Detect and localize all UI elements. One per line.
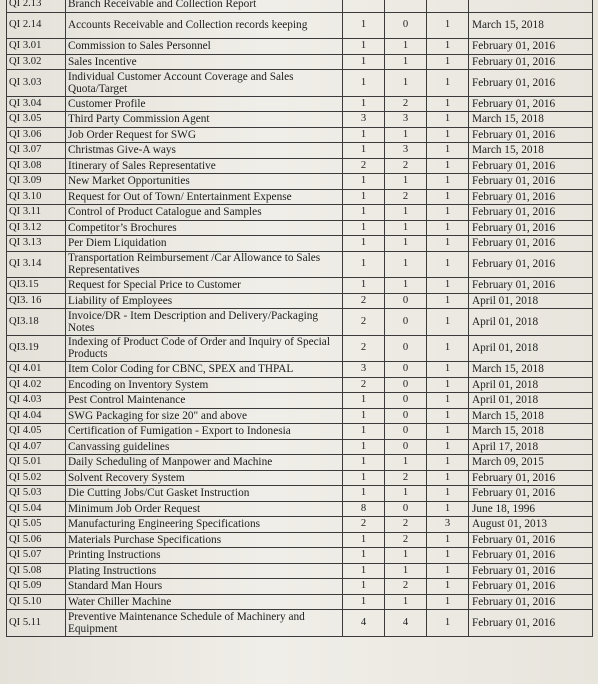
count-column-1: 1 (343, 143, 385, 159)
count-column-1: 1 (343, 563, 385, 579)
count-column-3: 1 (427, 251, 469, 278)
count-column-1: 1 (343, 189, 385, 205)
count-column-2: 2 (385, 189, 427, 205)
count-column-2: 1 (385, 563, 427, 579)
table-row (7, 309, 593, 336)
count-column-3: 1 (427, 54, 469, 70)
procedures-table-body (7, 0, 593, 636)
procedure-code: QI 3.11 (7, 205, 66, 221)
count-column-2: 1 (385, 278, 427, 294)
effective-date: March 15, 2018 (469, 143, 593, 159)
procedure-code: QI 3.13 (7, 236, 66, 252)
procedure-code: QI 3.04 (7, 96, 66, 112)
count-column-2: 0 (385, 439, 427, 455)
table-row (7, 424, 593, 440)
effective-date (469, 0, 593, 12)
count-column-2: 0 (385, 293, 427, 309)
procedure-title: Christmas Give-A ways (66, 143, 343, 159)
effective-date: February 01, 2016 (469, 189, 593, 205)
procedure-title: Request for Out of Town/ Entertainment Expense (66, 189, 343, 205)
effective-date: April 01, 2018 (469, 309, 593, 336)
procedure-code: QI 2.13 (7, 0, 66, 12)
count-column-1: 1 (343, 236, 385, 252)
count-column-2: 0 (385, 309, 427, 336)
effective-date: February 01, 2016 (469, 174, 593, 190)
count-column-2: 3 (385, 143, 427, 159)
table-row (7, 470, 593, 486)
effective-date: February 01, 2016 (469, 563, 593, 579)
procedure-title: Standard Man Hours (66, 579, 343, 595)
count-column-2: 1 (385, 594, 427, 610)
count-column-1: 2 (343, 309, 385, 336)
procedure-code: QI 3.03 (7, 70, 66, 97)
effective-date: February 01, 2016 (469, 470, 593, 486)
procedure-code: QI 5.02 (7, 470, 66, 486)
procedure-code: QI 5.07 (7, 548, 66, 564)
effective-date: February 01, 2016 (469, 39, 593, 55)
count-column-3: 1 (427, 610, 469, 637)
procedure-title: Commission to Sales Personnel (66, 39, 343, 55)
count-column-1: 1 (343, 174, 385, 190)
procedure-code: QI 3.05 (7, 112, 66, 128)
table-row (7, 205, 593, 221)
count-column-1: 2 (343, 517, 385, 533)
table-row (7, 517, 593, 533)
count-column-3: 1 (427, 143, 469, 159)
procedure-title: Plating Instructions (66, 563, 343, 579)
effective-date: February 01, 2016 (469, 532, 593, 548)
count-column-2: 2 (385, 158, 427, 174)
count-column-2: 1 (385, 205, 427, 221)
procedure-code: QI 3.09 (7, 174, 66, 190)
table-row (7, 12, 593, 39)
count-column-3: 1 (427, 70, 469, 97)
count-column-3: 1 (427, 189, 469, 205)
procedure-title: Materials Purchase Specifications (66, 532, 343, 548)
procedure-title: Die Cutting Jobs/Cut Gasket Instruction (66, 486, 343, 502)
count-column-3: 1 (427, 563, 469, 579)
effective-date: February 01, 2016 (469, 220, 593, 236)
procedure-code: QI3.18 (7, 309, 66, 336)
table-row (7, 39, 593, 55)
procedure-title: Certification of Fumigation - Export to Indonesia (66, 424, 343, 440)
count-column-1: 1 (343, 548, 385, 564)
procedure-title: Daily Scheduling of Manpower and Machine (66, 455, 343, 471)
table-row (7, 127, 593, 143)
procedure-code: QI 3.06 (7, 127, 66, 143)
count-column-2: 1 (385, 127, 427, 143)
count-column-2: 4 (385, 610, 427, 637)
count-column-3: 1 (427, 236, 469, 252)
procedure-title: Per Diem Liquidation (66, 236, 343, 252)
count-column-1: 2 (343, 335, 385, 362)
procedure-title: Indexing of Product Code of Order and Inquiry of Special Products (66, 335, 343, 362)
procedure-code: QI 3.07 (7, 143, 66, 159)
table-row (7, 579, 593, 595)
table-row (7, 548, 593, 564)
procedure-code: QI 3.02 (7, 54, 66, 70)
count-column-1: 1 (343, 532, 385, 548)
procedure-code: QI 4.04 (7, 408, 66, 424)
count-column-3: 1 (427, 532, 469, 548)
table-row (7, 563, 593, 579)
count-column-2: 0 (385, 362, 427, 378)
count-column-2: 0 (385, 377, 427, 393)
procedure-title: Branch Receivable and Collection Report (66, 0, 343, 12)
procedure-title: Third Party Commission Agent (66, 112, 343, 128)
effective-date: February 01, 2016 (469, 486, 593, 502)
count-column-3: 1 (427, 408, 469, 424)
count-column-1: 1 (343, 470, 385, 486)
effective-date: April 01, 2018 (469, 293, 593, 309)
count-column-3: 1 (427, 39, 469, 55)
table-row (7, 96, 593, 112)
procedure-code: QI 3.01 (7, 39, 66, 55)
count-column-3: 1 (427, 501, 469, 517)
procedure-code: QI 2.14 (7, 12, 66, 39)
count-column-2: 1 (385, 39, 427, 55)
count-column-2: 1 (385, 70, 427, 97)
procedure-code: QI 3.10 (7, 189, 66, 205)
procedure-title: Sales Incentive (66, 54, 343, 70)
procedure-title: New Market Opportunities (66, 174, 343, 190)
count-column-3: 1 (427, 594, 469, 610)
effective-date: February 01, 2016 (469, 278, 593, 294)
count-column-3: 1 (427, 220, 469, 236)
count-column-3: 1 (427, 127, 469, 143)
table-row (7, 594, 593, 610)
table-row (7, 408, 593, 424)
table-row (7, 143, 593, 159)
count-column-1: 1 (343, 54, 385, 70)
count-column-2: 1 (385, 486, 427, 502)
effective-date: February 01, 2016 (469, 96, 593, 112)
count-column-3: 1 (427, 158, 469, 174)
procedure-title: Competitor’s Brochures (66, 220, 343, 236)
procedure-code: QI 5.03 (7, 486, 66, 502)
effective-date: March 09, 2015 (469, 455, 593, 471)
table-row (7, 486, 593, 502)
effective-date: February 01, 2016 (469, 579, 593, 595)
procedure-code: QI 3.12 (7, 220, 66, 236)
table-row (7, 251, 593, 278)
procedure-title: Item Color Coding for CBNC, SPEX and THPAL (66, 362, 343, 378)
count-column-1: 8 (343, 501, 385, 517)
count-column-1: 1 (343, 393, 385, 409)
table-row (7, 377, 593, 393)
count-column-3: 1 (427, 174, 469, 190)
count-column-1: 1 (343, 579, 385, 595)
procedure-title: Encoding on Inventory System (66, 377, 343, 393)
count-column-3: 1 (427, 335, 469, 362)
count-column-1: 4 (343, 610, 385, 637)
count-column-3: 1 (427, 205, 469, 221)
table-row (7, 455, 593, 471)
procedure-code: QI 3.08 (7, 158, 66, 174)
procedure-code: QI3.19 (7, 335, 66, 362)
count-column-2: 1 (385, 548, 427, 564)
effective-date: June 18, 1996 (469, 501, 593, 517)
count-column-1: 1 (343, 205, 385, 221)
count-column-3: 1 (427, 12, 469, 39)
count-column-2: 1 (385, 54, 427, 70)
effective-date: February 01, 2016 (469, 251, 593, 278)
count-column-1 (343, 0, 385, 12)
effective-date: April 01, 2018 (469, 335, 593, 362)
procedure-code: QI 5.04 (7, 501, 66, 517)
count-column-1: 1 (343, 408, 385, 424)
count-column-3: 1 (427, 579, 469, 595)
count-column-2: 2 (385, 579, 427, 595)
table-row (7, 174, 593, 190)
count-column-2: 1 (385, 236, 427, 252)
count-column-1: 3 (343, 362, 385, 378)
table-row (7, 278, 593, 294)
table-row (7, 393, 593, 409)
count-column-3: 3 (427, 517, 469, 533)
procedure-title: Preventive Maintenance Schedule of Machinery and Equipment (66, 610, 343, 637)
count-column-3: 1 (427, 486, 469, 502)
procedure-title: Pest Control Maintenance (66, 393, 343, 409)
count-column-2: 0 (385, 408, 427, 424)
procedure-title: Individual Customer Account Coverage and Sales Quota/Target (66, 70, 343, 97)
table-row (7, 236, 593, 252)
table-row (7, 158, 593, 174)
count-column-1: 2 (343, 377, 385, 393)
count-column-3: 1 (427, 439, 469, 455)
table-row (7, 220, 593, 236)
count-column-2: 3 (385, 112, 427, 128)
effective-date: April 01, 2018 (469, 393, 593, 409)
count-column-3: 1 (427, 278, 469, 294)
count-column-2: 2 (385, 532, 427, 548)
effective-date: February 01, 2016 (469, 610, 593, 637)
count-column-2: 1 (385, 251, 427, 278)
procedure-code: QI 4.07 (7, 439, 66, 455)
procedure-title: Liability of Employees (66, 293, 343, 309)
count-column-2: 0 (385, 424, 427, 440)
table-row (7, 189, 593, 205)
procedure-code: QI 5.05 (7, 517, 66, 533)
count-column-3: 1 (427, 455, 469, 471)
procedure-title: Solvent Recovery System (66, 470, 343, 486)
procedure-code: QI 5.10 (7, 594, 66, 610)
count-column-2 (385, 0, 427, 12)
table-row (7, 439, 593, 455)
count-column-3: 1 (427, 309, 469, 336)
count-column-1: 2 (343, 293, 385, 309)
table-row (7, 532, 593, 548)
procedure-title: Accounts Receivable and Collection records keeping (66, 12, 343, 39)
count-column-3: 1 (427, 293, 469, 309)
procedure-code: QI 4.05 (7, 424, 66, 440)
table-row (7, 610, 593, 637)
procedure-title: Request for Special Price to Customer (66, 278, 343, 294)
effective-date: August 01, 2013 (469, 517, 593, 533)
table-row (7, 293, 593, 309)
procedure-title: Invoice/DR - Item Description and Delivery/Packaging Notes (66, 309, 343, 336)
effective-date: March 15, 2018 (469, 362, 593, 378)
procedure-title: Control of Product Catalogue and Samples (66, 205, 343, 221)
count-column-2: 0 (385, 393, 427, 409)
procedure-title: Itinerary of Sales Representative (66, 158, 343, 174)
procedure-code: QI 4.03 (7, 393, 66, 409)
table-row (7, 0, 593, 12)
table-row (7, 54, 593, 70)
procedure-title: Customer Profile (66, 96, 343, 112)
count-column-3: 1 (427, 424, 469, 440)
count-column-3: 1 (427, 393, 469, 409)
procedure-title: Water Chiller Machine (66, 594, 343, 610)
procedure-code: QI 4.01 (7, 362, 66, 378)
procedure-code: QI 3.14 (7, 251, 66, 278)
effective-date: March 15, 2018 (469, 12, 593, 39)
count-column-2: 1 (385, 174, 427, 190)
count-column-2: 0 (385, 335, 427, 362)
procedure-title: Manufacturing Engineering Specifications (66, 517, 343, 533)
effective-date: February 01, 2016 (469, 548, 593, 564)
effective-date: March 15, 2018 (469, 424, 593, 440)
effective-date: February 01, 2016 (469, 54, 593, 70)
table-row (7, 112, 593, 128)
procedure-code: QI 5.08 (7, 563, 66, 579)
count-column-3: 1 (427, 548, 469, 564)
count-column-3 (427, 0, 469, 12)
count-column-1: 1 (343, 39, 385, 55)
count-column-1: 1 (343, 439, 385, 455)
count-column-2: 2 (385, 517, 427, 533)
count-column-3: 1 (427, 362, 469, 378)
count-column-2: 2 (385, 470, 427, 486)
count-column-3: 1 (427, 377, 469, 393)
count-column-1: 1 (343, 220, 385, 236)
effective-date: February 01, 2016 (469, 205, 593, 221)
procedure-code: QI 5.06 (7, 532, 66, 548)
procedure-code: QI 4.02 (7, 377, 66, 393)
procedures-table (6, 0, 593, 637)
procedure-title: Transportation Reimbursement /Car Allowance to Sales Representatives (66, 251, 343, 278)
count-column-2: 1 (385, 455, 427, 471)
count-column-2: 2 (385, 96, 427, 112)
count-column-3: 1 (427, 96, 469, 112)
count-column-1: 1 (343, 424, 385, 440)
procedure-title: Minimum Job Order Request (66, 501, 343, 517)
procedure-code: QI 5.01 (7, 455, 66, 471)
procedure-title: Job Order Request for SWG (66, 127, 343, 143)
count-column-1: 1 (343, 594, 385, 610)
procedure-title: SWG Packaging for size 20" and above (66, 408, 343, 424)
count-column-3: 1 (427, 112, 469, 128)
count-column-2: 0 (385, 501, 427, 517)
count-column-2: 1 (385, 220, 427, 236)
effective-date: February 01, 2016 (469, 236, 593, 252)
count-column-1: 1 (343, 127, 385, 143)
procedure-code: QI 5.11 (7, 610, 66, 637)
effective-date: February 01, 2016 (469, 594, 593, 610)
count-column-1: 1 (343, 96, 385, 112)
table-row (7, 70, 593, 97)
count-column-1: 1 (343, 278, 385, 294)
procedure-code: QI3.15 (7, 278, 66, 294)
table-row (7, 362, 593, 378)
effective-date: February 01, 2016 (469, 158, 593, 174)
count-column-3: 1 (427, 470, 469, 486)
procedure-title: Canvassing guidelines (66, 439, 343, 455)
effective-date: April 17, 2018 (469, 439, 593, 455)
effective-date: March 15, 2018 (469, 408, 593, 424)
count-column-1: 3 (343, 112, 385, 128)
effective-date: April 01, 2018 (469, 377, 593, 393)
procedure-code: QI3. 16 (7, 293, 66, 309)
count-column-1: 1 (343, 455, 385, 471)
count-column-1: 1 (343, 70, 385, 97)
table-row (7, 335, 593, 362)
count-column-1: 1 (343, 486, 385, 502)
count-column-2: 0 (385, 12, 427, 39)
count-column-1: 1 (343, 12, 385, 39)
procedure-title: Printing Instructions (66, 548, 343, 564)
procedure-code: QI 5.09 (7, 579, 66, 595)
table-row (7, 501, 593, 517)
effective-date: February 01, 2016 (469, 127, 593, 143)
count-column-1: 2 (343, 158, 385, 174)
effective-date: March 15, 2018 (469, 112, 593, 128)
effective-date: February 01, 2016 (469, 70, 593, 97)
count-column-1: 1 (343, 251, 385, 278)
